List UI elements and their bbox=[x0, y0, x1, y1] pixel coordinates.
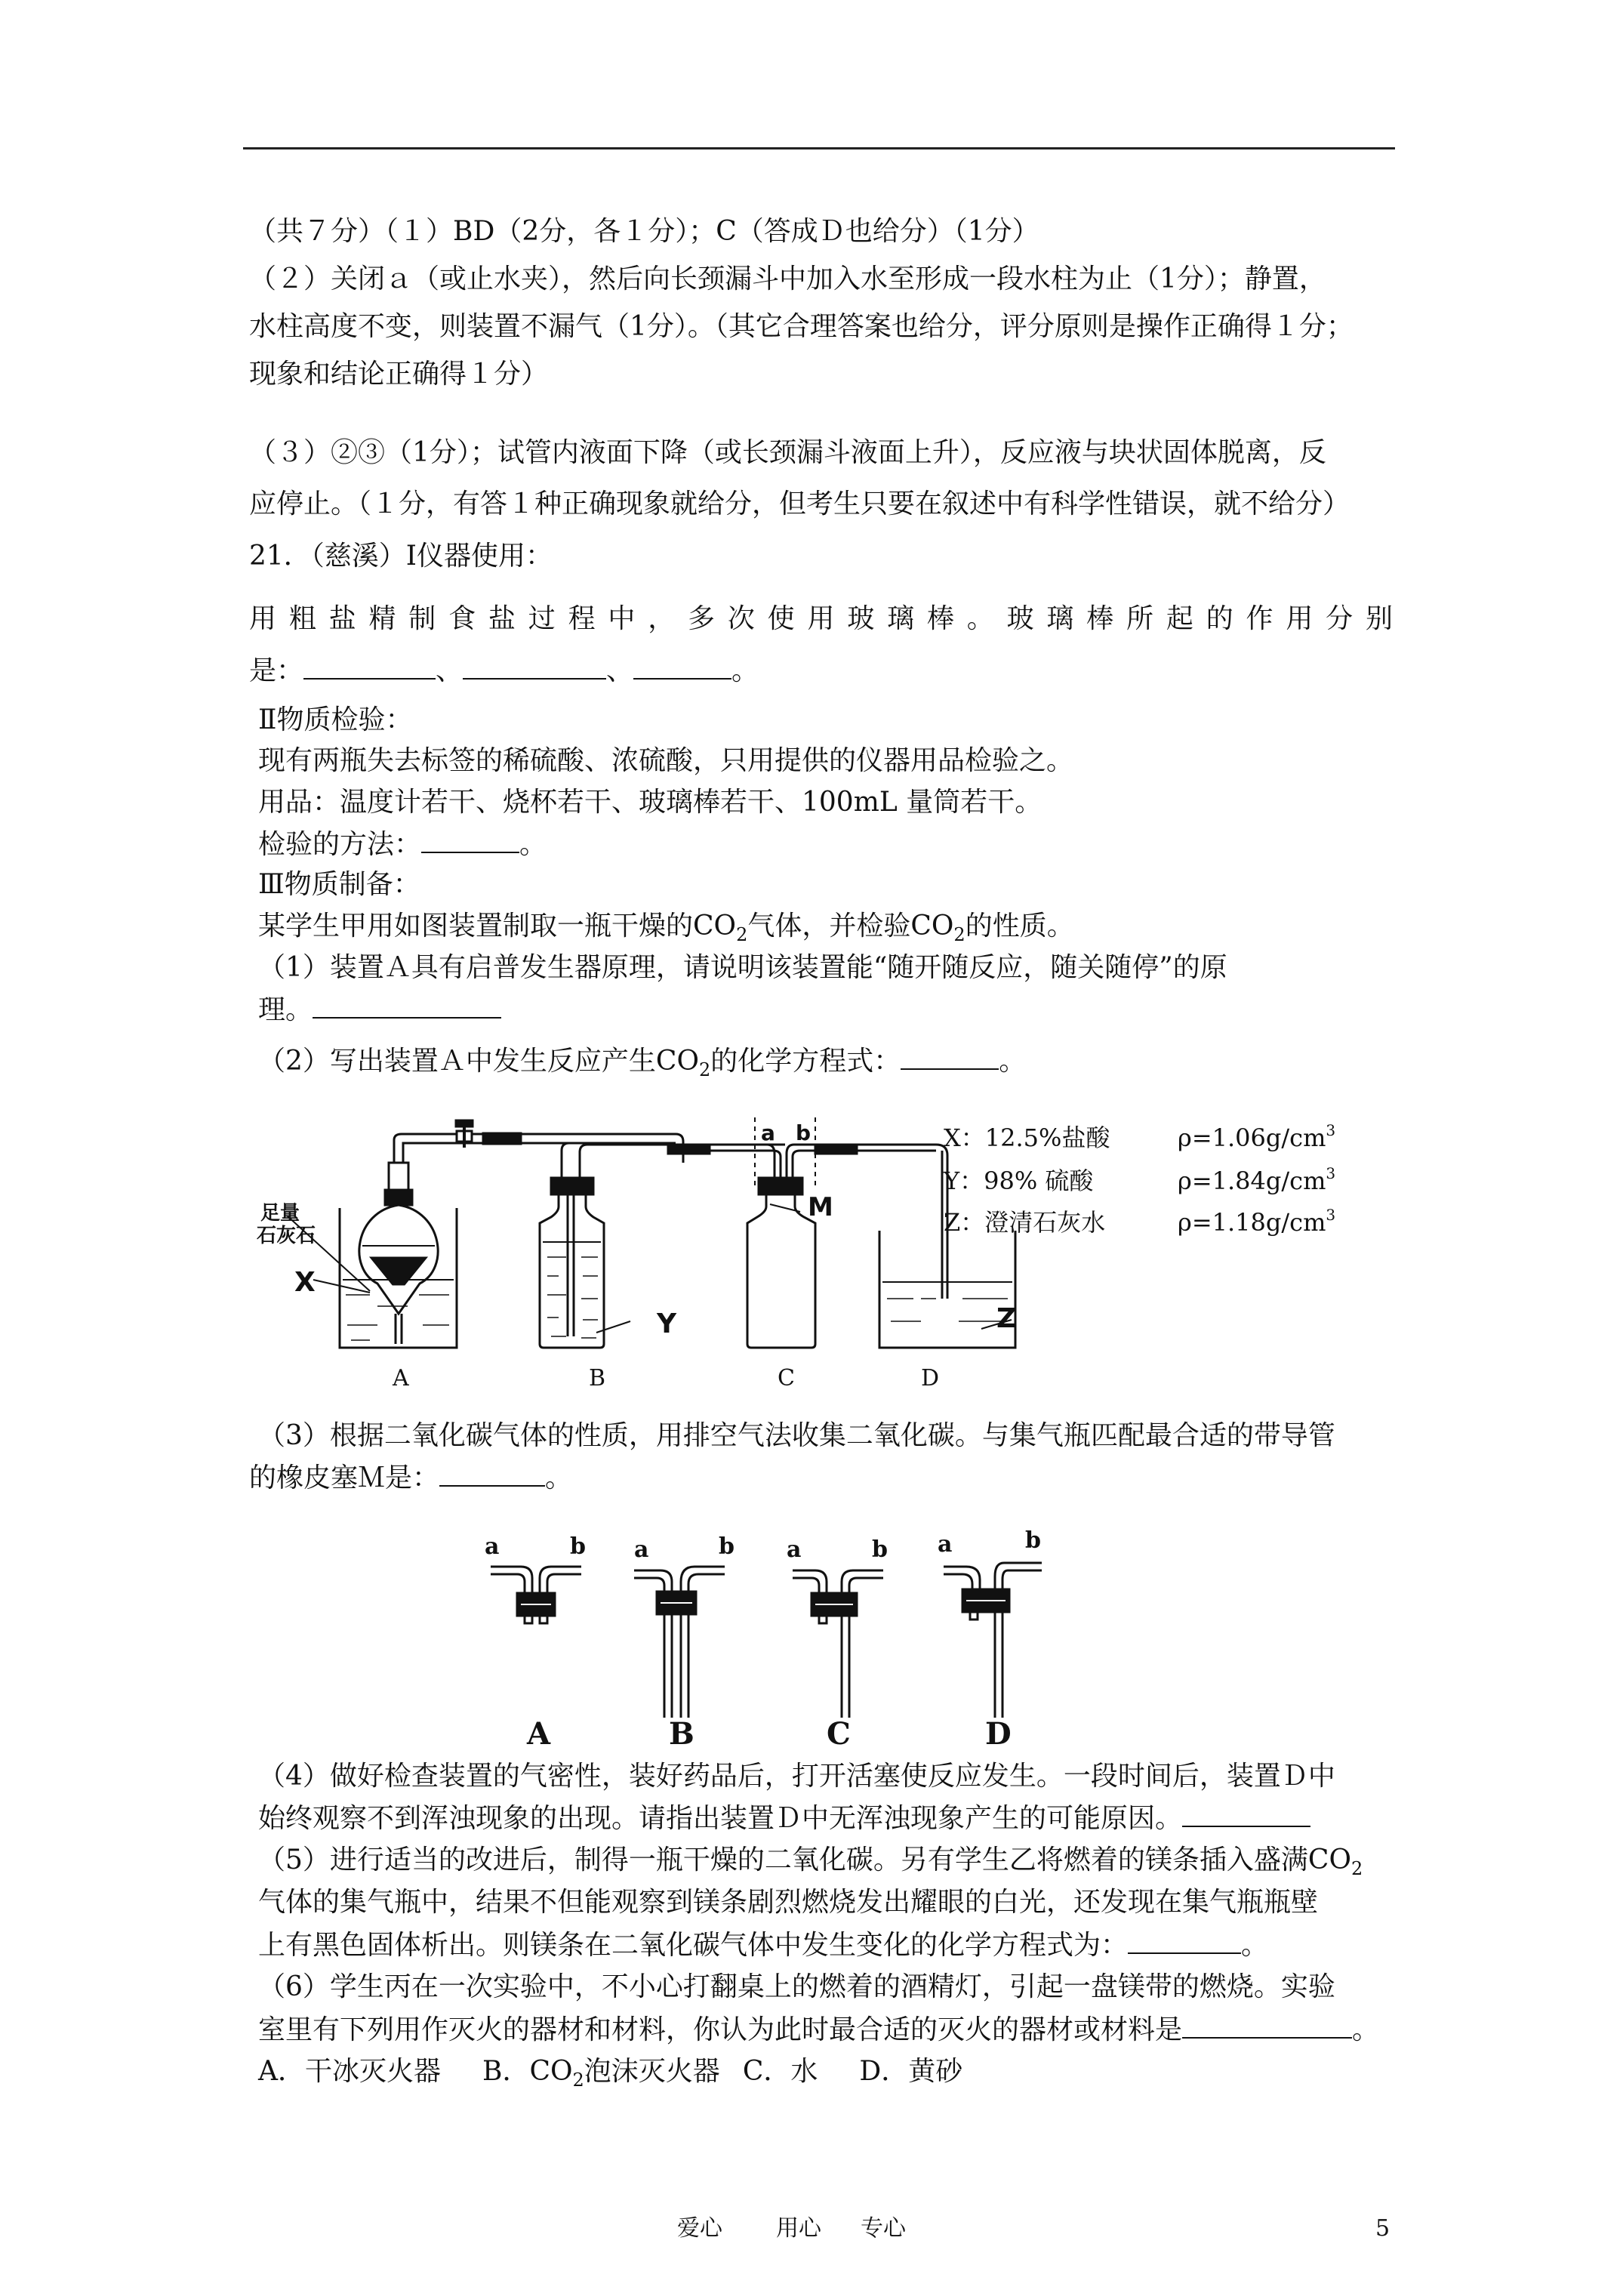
label-stone-1: 足量 bbox=[260, 1202, 300, 1225]
q6-line-b bbox=[258, 2014, 1379, 2045]
header-rule bbox=[243, 147, 1395, 149]
footer-text-2: 用心 bbox=[776, 2215, 821, 2242]
text: 室里有下列用作灭火的器材和材料，你认为此时最合适的灭火的器材或材料是 bbox=[258, 2014, 1183, 2045]
answer-line-2: （２）关闭ａ（或止水夹），然后向长颈漏斗中加入水至形成一段水柱为止（1分）；静置， bbox=[249, 264, 1326, 294]
separator: 、 bbox=[606, 655, 634, 686]
caption-a: A bbox=[393, 1365, 409, 1391]
q1-line-b bbox=[258, 994, 501, 1025]
text: （5）进行适当的改进后，制得一瓶干燥的二氧化碳。另有学生乙将燃着的镁条插入盛满CO bbox=[258, 1845, 1351, 1875]
caption-c: C bbox=[778, 1365, 795, 1391]
legend-y-name: Y：98% 硫酸 bbox=[944, 1166, 1094, 1195]
method-label: 检验的方法： bbox=[258, 829, 422, 860]
sup: 3 bbox=[1326, 1164, 1336, 1182]
answer-blank-3[interactable] bbox=[633, 655, 731, 680]
stopper-b-label-b: b bbox=[719, 1533, 735, 1560]
q3-line-a: （3）根据二氧化碳气体的性质，用排空气法收集二氧化碳。与集气瓶匹配最合适的带导管 bbox=[258, 1420, 1335, 1451]
legend-z-rho bbox=[1178, 1206, 1335, 1237]
subscript: 2 bbox=[736, 924, 748, 946]
stopper-option-b: B bbox=[669, 1716, 694, 1752]
period: 。 bbox=[545, 1462, 573, 1493]
text: 的化学方程式： bbox=[710, 1046, 901, 1077]
text: 的性质。 bbox=[965, 911, 1074, 942]
q3-blank[interactable] bbox=[439, 1462, 545, 1487]
stopper-option-d: D bbox=[985, 1716, 1012, 1752]
section-ii-title: Ⅱ物质检验： bbox=[258, 704, 413, 735]
period: 。 bbox=[999, 1046, 1027, 1077]
label-b: b bbox=[796, 1120, 812, 1145]
text: 始终观察不到浑浊现象的出现。请指出装置Ｄ中无浑浊现象产生的可能原因。 bbox=[258, 1803, 1183, 1834]
section-ii-p2: 用品：温度计若干、烧杯若干、玻璃棒若干、100mL 量筒若干。 bbox=[258, 787, 1042, 818]
text: 上有黑色固体析出。则镁条在二氧化碳气体中发生变化的化学方程式为： bbox=[258, 1930, 1129, 1961]
page-number: 5 bbox=[1375, 2215, 1390, 2242]
stopper-option-a: A bbox=[527, 1716, 551, 1752]
separator: 、 bbox=[436, 655, 463, 686]
sup: 3 bbox=[1326, 1121, 1336, 1139]
apparatus-figure bbox=[257, 1117, 1366, 1397]
q21-p1b-prefix: 是： bbox=[249, 655, 304, 686]
stopper-option-c: C bbox=[827, 1716, 851, 1752]
answer-blank-2[interactable] bbox=[463, 655, 606, 680]
q2-blank[interactable] bbox=[901, 1046, 999, 1070]
q21-title: 21．（慈溪）Ⅰ仪器使用： bbox=[249, 541, 553, 572]
label-a: a bbox=[761, 1120, 775, 1145]
label-stone-2: 石灰石 bbox=[257, 1225, 316, 1247]
section-ii-p1: 现有两瓶失去标签的稀硫酸、浓硫酸，只用提供的仪器用品检验之。 bbox=[258, 745, 1074, 776]
subscript: 2 bbox=[1350, 1858, 1363, 1880]
section-ii-p3 bbox=[258, 829, 547, 860]
text: 泡沫灭火器 bbox=[584, 2056, 720, 2087]
legend-z-name: Z：澄清石灰水 bbox=[944, 1208, 1106, 1237]
option-c: C．水 bbox=[742, 2056, 818, 2087]
q21-p1a: 用粗盐精制食盐过程中，多次使用玻璃棒。玻璃棒所起的作用分别 bbox=[249, 603, 1393, 634]
stopper-options-figure bbox=[476, 1510, 1079, 1752]
q2-line bbox=[258, 1046, 1027, 1081]
q5-line-a bbox=[258, 1845, 1363, 1880]
answer-line-1: （共７分）（１）BD（2分，各１分）；C（答成Ｄ也给分）（1分） bbox=[249, 216, 1039, 247]
stopper-a-label-a: a bbox=[485, 1533, 500, 1560]
q5-line-b: 气体的集气瓶中，结果不但能观察到镁条剧烈燃烧发出耀眼的白光，还发现在集气瓶瓶壁 bbox=[258, 1887, 1319, 1918]
rho: ρ=1.84g/cm bbox=[1178, 1166, 1326, 1195]
subscript: 2 bbox=[572, 2069, 584, 2091]
stopper-c-label-b: b bbox=[872, 1536, 888, 1563]
stopper-d-label-b: b bbox=[1025, 1527, 1041, 1554]
period: 。 bbox=[731, 655, 759, 686]
answer-line-4: 现象和结论正确得１分） bbox=[249, 359, 549, 390]
option-a: A．干冰灭火器 bbox=[258, 2056, 441, 2087]
text: 理。 bbox=[258, 994, 313, 1025]
q6-blank[interactable] bbox=[1182, 2014, 1352, 2039]
q1-blank[interactable] bbox=[313, 994, 501, 1019]
q21-p1b bbox=[249, 655, 759, 686]
subscript: 2 bbox=[953, 924, 965, 946]
legend-y-rho bbox=[1178, 1164, 1335, 1195]
legend-x-rho bbox=[1178, 1121, 1335, 1152]
stopper-d-label-a: a bbox=[938, 1531, 953, 1558]
period: 。 bbox=[1352, 2014, 1380, 2045]
q5-blank[interactable] bbox=[1128, 1930, 1241, 1954]
footer-text-3: 专心 bbox=[861, 2215, 906, 2242]
option-b bbox=[482, 2056, 720, 2091]
q3-line-b bbox=[249, 1462, 572, 1493]
section-iii-p1 bbox=[258, 911, 1074, 946]
rho: ρ=1.18g/cm bbox=[1178, 1208, 1326, 1237]
q6-options bbox=[258, 2056, 963, 2091]
answer-line-3: 水柱高度不变，则装置不漏气（1分）。（其它合理答案也给分，评分原则是操作正确得１分； bbox=[249, 311, 1354, 342]
option-d: D．黄砂 bbox=[859, 2056, 963, 2087]
q6-line-a: （6）学生丙在一次实验中，不小心打翻桌上的燃着的酒精灯，引起一盘镁带的燃烧。实验 bbox=[258, 1971, 1335, 2002]
q4-line-a: （4）做好检查装置的气密性，装好药品后，打开活塞使反应发生。一段时间后，装置Ｄ中 bbox=[258, 1761, 1335, 1792]
section-iii-title: Ⅲ物质制备： bbox=[258, 869, 420, 900]
rho: ρ=1.06g/cm bbox=[1178, 1123, 1326, 1152]
footer-text-1: 爱心 bbox=[677, 2215, 722, 2242]
stopper-b-label-a: a bbox=[634, 1536, 649, 1563]
answer-blank-1[interactable] bbox=[303, 655, 436, 680]
q5-line-c bbox=[258, 1930, 1268, 1961]
text: B．CO bbox=[482, 2056, 573, 2087]
answer-line-6: 应停止。（１分，有答１种正确现象就给分，但考生只要在叙述中有科学性错误，就不给分） bbox=[249, 488, 1350, 519]
text: 气体，并检验CO bbox=[747, 911, 954, 942]
subscript: 2 bbox=[698, 1059, 711, 1081]
sup: 3 bbox=[1326, 1206, 1336, 1224]
text: 某学生甲用如图装置制取一瓶干燥的CO bbox=[258, 911, 737, 942]
label-z: Z bbox=[996, 1303, 1017, 1334]
label-y: Y bbox=[657, 1308, 677, 1339]
caption-d: D bbox=[921, 1365, 940, 1391]
caption-b: B bbox=[589, 1365, 606, 1391]
stopper-c-label-a: a bbox=[787, 1536, 802, 1563]
q1-line-a: （1）装置Ａ具有启普发生器原理，请说明该装置能“随开随反应，随关随停”的原 bbox=[258, 952, 1227, 983]
period: 。 bbox=[1241, 1930, 1269, 1961]
text: 的橡皮塞Ｍ是： bbox=[249, 1462, 440, 1493]
q4-blank[interactable] bbox=[1182, 1803, 1310, 1827]
legend-x-name: X：12.5%盐酸 bbox=[944, 1123, 1110, 1152]
method-blank[interactable] bbox=[421, 829, 519, 853]
label-m: M bbox=[808, 1192, 833, 1222]
answer-line-5: （３）②③（1分）；试管内液面下降（或长颈漏斗液面上升），反应液与块状固体脱离，反 bbox=[249, 437, 1326, 468]
period: 。 bbox=[519, 829, 547, 860]
stopper-a-label-b: b bbox=[570, 1533, 586, 1560]
text: （2）写出装置Ａ中发生反应产生CO bbox=[258, 1046, 699, 1077]
label-x: X bbox=[294, 1267, 316, 1298]
q4-line-b bbox=[258, 1803, 1310, 1834]
